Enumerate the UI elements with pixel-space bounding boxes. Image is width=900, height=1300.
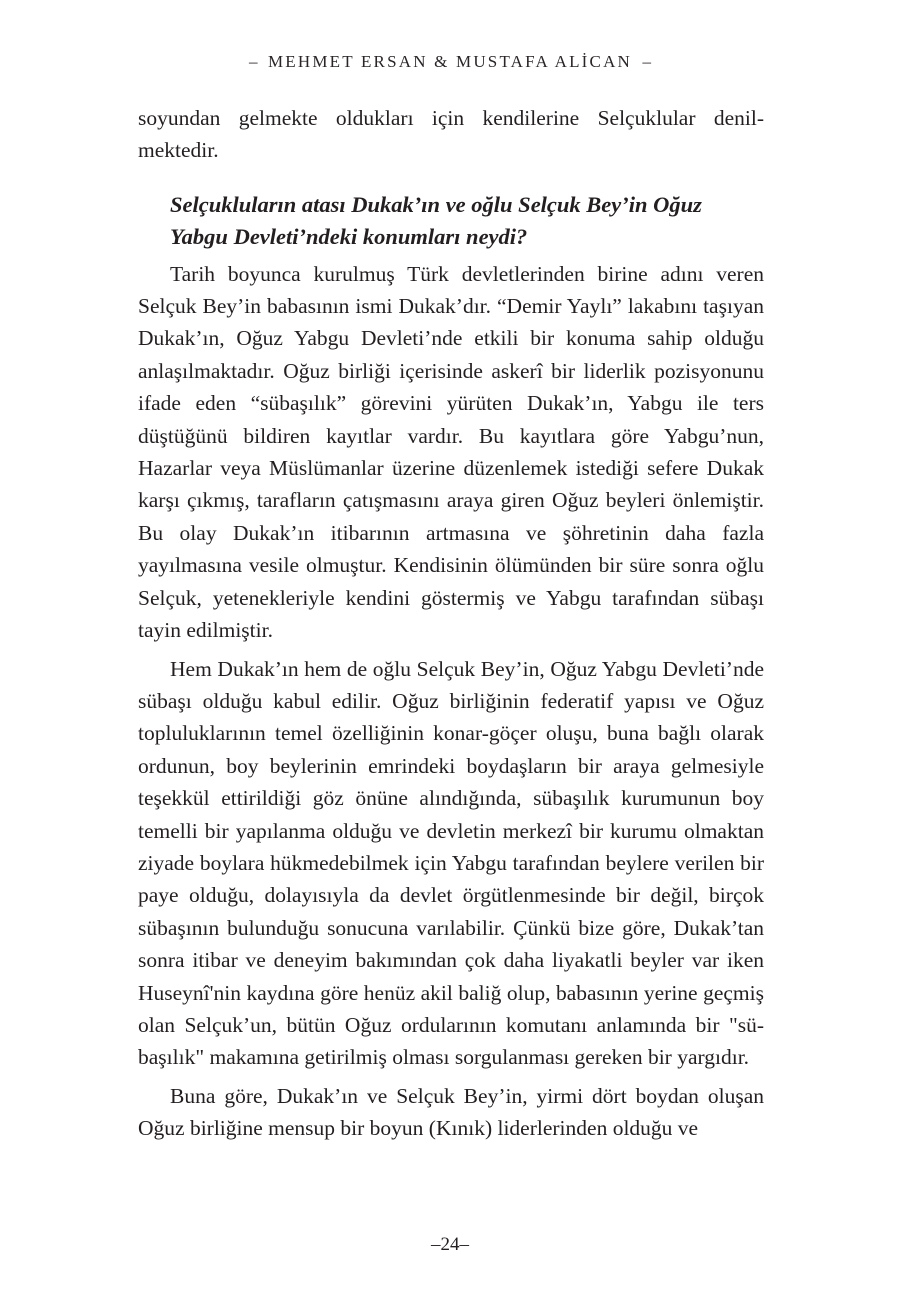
paragraph-subasi-institution: Hem Dukak’ın hem de oğlu Selçuk Bey’in, Oğuz Yabgu Devleti’nde sübaşı olduğu kabul edilir. Oğuz birliğinin federatif yapısı ve Oğuz topluluklarının temel özelliğinin konar-göçer oluşu, buna bağlı olarak ordunun, boy beylerinin emrindeki boydaşların bir araya gelmesiyle teşekkül ettirildiği göz önüne alındığında, sübaşılık kurumunun boy temelli bir yapılanma olduğu ve devletin merkezî bir kurumu olmaktan ziyade boylara hükmedebilmek için Yabgu tarafından beylere verilen bir paye olduğu, dolayısıyla da devlet örgütlenmesinde bir değil, birçok sübaşının bulunduğu sonucuna varılabilir. Çünkü bize göre, Dukak’tan sonra itibar ve deneyim bakımından çok daha liyakatli beyler var iken Huseynî'nin kaydına göre henüz akil baliğ olup, babasının yerine geçmiş olan Selçuk’un, bütün Oğuz ordularının komutanı anlamında bir "sü-başılık" makamına getirilmiş olması sorgulanması gereken bir yargıdır. xyxy=(138,656,764,1070)
header-title: MEHMET ERSAN & MUSTAFA ALİCAN xyxy=(267,52,633,71)
header-dash-right: – xyxy=(642,52,651,71)
header-dash-left: – xyxy=(249,52,258,71)
paragraph-kinik-tribe: Buna göre, Dukak’ın ve Selçuk Bey’in, yirmi dört boydan oluşan Oğuz birliğine mensup bir boyun (Kınık) liderlerinden olduğu ve xyxy=(138,1083,764,1141)
section-question-heading: Selçukluların atası Dukak’ın ve oğlu Selçuk Bey’in Oğuz Yabgu Devleti’ndeki konumları neydi? xyxy=(170,191,702,250)
page-number: –24– xyxy=(431,1234,469,1255)
page-body xyxy=(138,102,764,1145)
paragraph-dukak-origins: Tarih boyunca kurulmuş Türk devletlerinden birine adını veren Selçuk Bey’in babasının ismi Dukak’dır. “Demir Yaylı” lakabını taşıyan Dukak’ın, Oğuz Yabgu Devleti’nde etkili bir konuma sahip olduğu anlaşılmaktadır. Oğuz birliği içerisinde askerî bir liderlik pozisyonunu ifade eden “sübaşılık” görevini yürüten Dukak’ın, Yabgu ile ters düştüğünü bildiren kayıtlar vardır. Bu kayıtlara göre Yabgu’nun, Hazarlar veya Müslümanlar üzerine düzenlemek istediği sefere Dukak karşı çıkmış, tarafların çatışmasını araya giren Oğuz beyleri önlemiştir. Bu olay Dukak’ın itibarının artmasına ve şöhretinin daha fazla yayılmasına vesile olmuştur. Kendisinin ölümünden bir süre sonra oğlu Selçuk, yetenekleriyle kendini göstermiş ve Yabgu tarafından sübaşı tayin edilmiştir. xyxy=(138,261,764,643)
running-header xyxy=(0,52,900,72)
paragraph-continued: soyundan gelmekte oldukları için kendilerine Selçuklular denil-mektedir. xyxy=(138,106,764,163)
